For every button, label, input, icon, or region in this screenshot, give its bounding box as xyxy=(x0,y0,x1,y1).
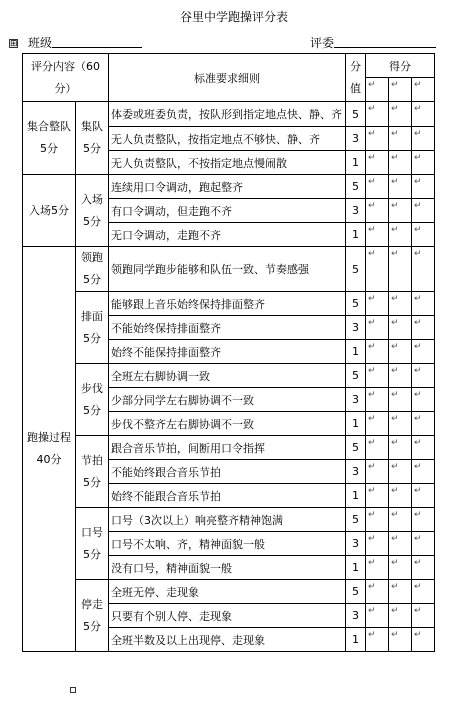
criteria-cell: 始终不能保持排面整齐 xyxy=(109,340,346,364)
criteria-cell: 步伐不整齐左右脚协调不一致 xyxy=(109,412,346,436)
score-input-cell[interactable]: ↵ xyxy=(366,436,389,460)
judge-label: 评委 xyxy=(310,36,335,50)
points-cell: 3 xyxy=(346,460,366,484)
points-cell: 5 xyxy=(346,508,366,532)
subcategory-cell: 步伐5分 xyxy=(76,364,109,436)
criteria-cell: 只要有个别人停、走现象 xyxy=(109,604,346,628)
points-cell: 3 xyxy=(346,199,366,223)
score-input-cell[interactable]: ↵ xyxy=(412,151,435,175)
category-cell: 入场5分 xyxy=(23,175,76,247)
criteria-cell: 体委或班委负责，按队形到指定地点快、静、齐 xyxy=(109,102,346,127)
score-input-cell[interactable]: ↵ xyxy=(366,151,389,175)
judge-field[interactable] xyxy=(334,47,436,48)
score-input-cell[interactable]: ↵ xyxy=(389,127,412,151)
criteria-cell: 领跑同学跑步能够和队伍一致、节奏感强 xyxy=(109,247,346,292)
score-input-cell[interactable]: ↵ xyxy=(366,364,389,388)
score-subheader-2: ↵ xyxy=(389,78,412,102)
criteria-cell: 不能始终跟合音乐节拍 xyxy=(109,460,346,484)
points-cell: 1 xyxy=(346,484,366,508)
score-input-cell[interactable]: ↵ xyxy=(389,340,412,364)
score-input-cell[interactable]: ↵ xyxy=(412,199,435,223)
score-input-cell[interactable]: ↵ xyxy=(389,604,412,628)
table-row xyxy=(23,364,435,388)
criteria-cell: 无人负责整队，不按指定地点慢闹散 xyxy=(109,151,346,175)
points-cell: 1 xyxy=(346,151,366,175)
score-input-cell[interactable]: ↵ xyxy=(389,460,412,484)
score-input-cell[interactable]: ↵ xyxy=(366,580,389,604)
score-input-cell[interactable]: ↵ xyxy=(389,388,412,412)
subcategory-cell: 排面5分 xyxy=(76,292,109,364)
score-input-cell[interactable]: ↵ xyxy=(366,508,389,532)
points-cell: 5 xyxy=(346,580,366,604)
criteria-cell: 跟合音乐节拍，间断用口令指挥 xyxy=(109,436,346,460)
score-input-cell[interactable]: ↵ xyxy=(366,223,389,247)
resize-handle-icon[interactable] xyxy=(70,687,76,693)
score-input-cell[interactable]: ↵ xyxy=(389,412,412,436)
subcategory-cell: 停走5分 xyxy=(76,580,109,652)
criteria-cell: 有口令调动，但走跑不齐 xyxy=(109,199,346,223)
score-input-cell[interactable]: ↵ xyxy=(389,364,412,388)
score-input-cell[interactable]: ↵ xyxy=(366,340,389,364)
score-input-cell[interactable]: ↵ xyxy=(412,340,435,364)
subcategory-cell: 节拍5分 xyxy=(76,436,109,508)
criteria-cell: 口号不太响、齐，精神面貌一般 xyxy=(109,532,346,556)
score-input-cell[interactable]: ↵ xyxy=(389,247,412,292)
criteria-cell: 始终不能跟合音乐节拍 xyxy=(109,484,346,508)
points-cell: 5 xyxy=(346,364,366,388)
score-input-cell[interactable]: ↵ xyxy=(366,127,389,151)
score-input-cell[interactable]: ↵ xyxy=(389,292,412,316)
score-input-cell[interactable]: ↵ xyxy=(412,316,435,340)
table-row xyxy=(23,508,435,532)
score-input-cell[interactable]: ↵ xyxy=(412,102,435,127)
score-input-cell[interactable]: ↵ xyxy=(366,102,389,127)
score-input-cell[interactable]: ↵ xyxy=(412,604,435,628)
subcategory-cell: 入场5分 xyxy=(76,175,109,247)
subcategory-cell: 领跑5分 xyxy=(76,247,109,292)
score-input-cell[interactable]: ↵ xyxy=(389,436,412,460)
criteria-cell: 不能始终保持排面整齐 xyxy=(109,316,346,340)
score-input-cell[interactable]: ↵ xyxy=(412,223,435,247)
points-cell: 3 xyxy=(346,316,366,340)
score-input-cell[interactable]: ↵ xyxy=(389,151,412,175)
table-header-row xyxy=(23,54,435,78)
score-input-cell[interactable]: ↵ xyxy=(366,175,389,199)
points-cell: 3 xyxy=(346,388,366,412)
score-input-cell[interactable]: ↵ xyxy=(366,412,389,436)
score-input-cell[interactable]: ↵ xyxy=(412,580,435,604)
score-input-cell[interactable]: ↵ xyxy=(389,316,412,340)
points-cell: 1 xyxy=(346,556,366,580)
score-input-cell[interactable]: ↵ xyxy=(389,223,412,247)
score-input-cell[interactable]: ↵ xyxy=(366,292,389,316)
score-input-cell[interactable]: ↵ xyxy=(412,364,435,388)
points-cell: 5 xyxy=(346,102,366,127)
class-field[interactable] xyxy=(52,47,142,48)
table-move-handle-icon[interactable]: ⊞ xyxy=(10,39,18,49)
category-cell: 集合整队5分 xyxy=(23,102,76,175)
score-input-cell[interactable]: ↵ xyxy=(389,508,412,532)
score-input-cell[interactable]: ↵ xyxy=(389,484,412,508)
subcategory-cell: 口号5分 xyxy=(76,508,109,580)
score-input-cell[interactable]: ↵ xyxy=(412,175,435,199)
table-row xyxy=(23,580,435,604)
table-row xyxy=(23,102,435,127)
score-input-cell[interactable]: ↵ xyxy=(366,628,389,652)
header-category: 评分内容（60分） xyxy=(23,54,109,102)
class-label: 班级 xyxy=(28,36,53,50)
page-title: 谷里中学跑操评分表 xyxy=(179,10,288,24)
table-row xyxy=(23,175,435,199)
score-table xyxy=(22,53,435,652)
score-input-cell[interactable]: ↵ xyxy=(412,460,435,484)
score-input-cell[interactable]: ↵ xyxy=(366,316,389,340)
points-cell: 1 xyxy=(346,628,366,652)
points-cell: 3 xyxy=(346,127,366,151)
score-subheader-1: ↵ xyxy=(366,78,389,102)
score-input-cell[interactable]: ↵ xyxy=(366,556,389,580)
category-cell: 跑操过程40分 xyxy=(23,247,76,652)
score-input-cell[interactable]: ↵ xyxy=(389,175,412,199)
score-input-cell[interactable]: ↵ xyxy=(412,127,435,151)
criteria-cell: 能够跟上音乐始终保持排面整齐 xyxy=(109,292,346,316)
header-points: 分值 xyxy=(346,54,366,102)
criteria-cell: 口号（3次以上）响亮整齐精神饱满 xyxy=(109,508,346,532)
header-criteria: 标准要求细则 xyxy=(109,54,346,102)
score-input-cell[interactable]: ↵ xyxy=(412,508,435,532)
score-input-cell[interactable]: ↵ xyxy=(412,436,435,460)
score-input-cell[interactable]: ↵ xyxy=(412,484,435,508)
criteria-cell: 无口令调动，走跑不齐 xyxy=(109,223,346,247)
points-cell: 3 xyxy=(346,604,366,628)
score-input-cell[interactable]: ↵ xyxy=(412,412,435,436)
score-input-cell[interactable]: ↵ xyxy=(389,102,412,127)
score-input-cell[interactable]: ↵ xyxy=(412,388,435,412)
score-input-cell[interactable]: ↵ xyxy=(412,532,435,556)
points-cell: 5 xyxy=(346,292,366,316)
score-input-cell[interactable]: ↵ xyxy=(366,388,389,412)
score-input-cell[interactable]: ↵ xyxy=(389,199,412,223)
points-cell: 3 xyxy=(346,532,366,556)
points-cell: 5 xyxy=(346,175,366,199)
score-input-cell[interactable]: ↵ xyxy=(366,604,389,628)
subcategory-cell: 集队5分 xyxy=(76,102,109,175)
points-cell: 1 xyxy=(346,223,366,247)
criteria-cell: 全班半数及以上出现停、走现象 xyxy=(109,628,346,652)
table-row xyxy=(23,247,435,292)
points-cell: 1 xyxy=(346,412,366,436)
score-input-cell[interactable]: ↵ xyxy=(389,556,412,580)
score-input-cell[interactable]: ↵ xyxy=(366,532,389,556)
score-input-cell[interactable]: ↵ xyxy=(366,247,389,292)
score-input-cell[interactable]: ↵ xyxy=(412,292,435,316)
criteria-cell: 全班左右脚协调一致 xyxy=(109,364,346,388)
score-input-cell[interactable]: ↵ xyxy=(412,628,435,652)
table-row xyxy=(23,292,435,316)
points-cell: 5 xyxy=(346,247,366,292)
header-score: 得分 xyxy=(366,54,435,78)
criteria-cell: 没有口号，精神面貌一般 xyxy=(109,556,346,580)
points-cell: 1 xyxy=(346,340,366,364)
score-subheader-3: ↵ xyxy=(412,78,435,102)
score-input-cell[interactable]: ↵ xyxy=(412,556,435,580)
criteria-cell: 无人负责整队，按指定地点不够快、静、齐 xyxy=(109,127,346,151)
score-input-cell[interactable]: ↵ xyxy=(389,532,412,556)
score-input-cell[interactable]: ↵ xyxy=(389,628,412,652)
criteria-cell: 连续用口令调动，跑起整齐 xyxy=(109,175,346,199)
score-input-cell[interactable]: ↵ xyxy=(366,484,389,508)
score-input-cell[interactable]: ↵ xyxy=(412,247,435,292)
score-input-cell[interactable]: ↵ xyxy=(366,199,389,223)
points-cell: 5 xyxy=(346,436,366,460)
header-fields xyxy=(22,32,442,52)
score-input-cell[interactable]: ↵ xyxy=(389,580,412,604)
table-row xyxy=(23,436,435,460)
criteria-cell: 少部分同学左右脚协调不一致 xyxy=(109,388,346,412)
criteria-cell: 全班无停、走现象 xyxy=(109,580,346,604)
score-input-cell[interactable]: ↵ xyxy=(366,460,389,484)
